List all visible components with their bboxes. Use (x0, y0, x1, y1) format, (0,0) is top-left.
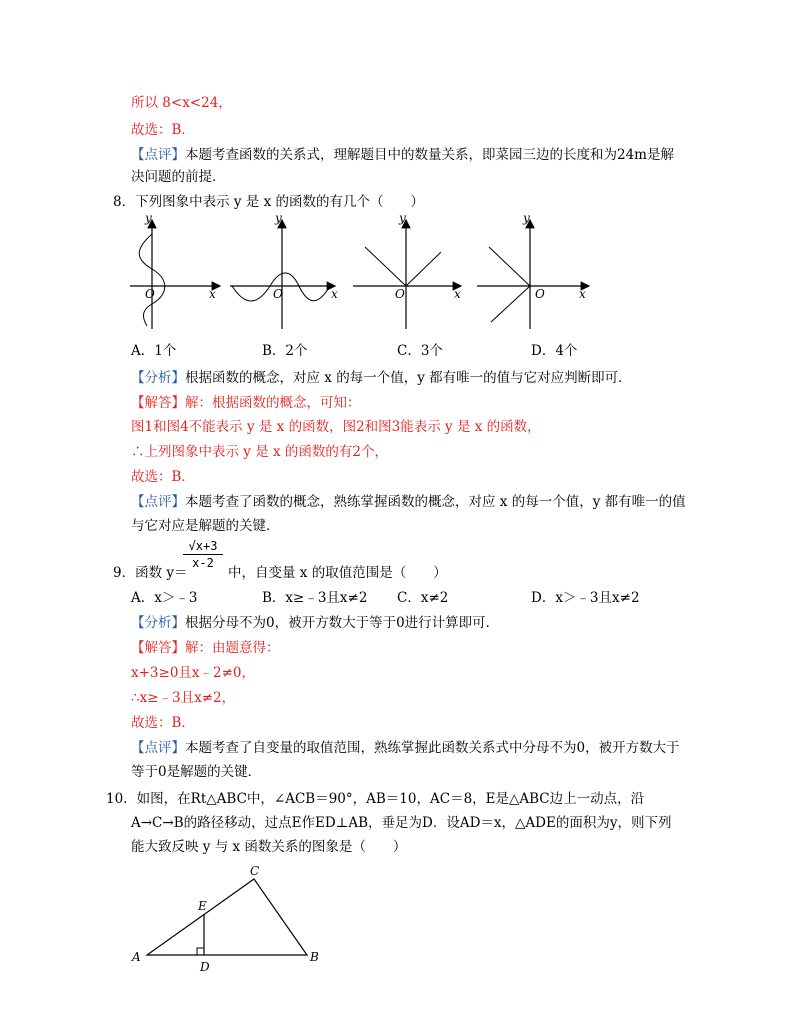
solution-tag: 【解答】 (131, 395, 185, 411)
solution-tag: 【解答】 (131, 640, 185, 656)
q9-answer-choice: 故选：B． (131, 715, 195, 731)
q8-option-c: C．3个 (397, 343, 443, 359)
triangle-abc (147, 879, 307, 955)
solution-text: 解：根据函数的概念，可知： (185, 395, 361, 411)
graph-1-o-label: O (145, 287, 155, 301)
q9-comment (131, 739, 680, 757)
comment-line-cont: 决问题的前提． (131, 169, 226, 185)
graph-3-y-label: y (399, 214, 406, 225)
fraction-denominator: x-2 (192, 556, 214, 570)
q9-fraction (183, 538, 223, 571)
solution-text: 解：由题意得： (185, 640, 280, 656)
graph-3-o-label: O (395, 287, 405, 301)
q8-analysis (131, 369, 632, 387)
q8-option-b: B．2个 (262, 343, 308, 359)
graph-4-o-label: O (535, 287, 545, 301)
q10-stem-line2: A→C→B的路径移动，过点E作ED⊥AB，垂足为D．设AD＝x，△ADE的面积为y，则下列 (131, 815, 672, 831)
q9-solution-line2: x+3≥0且x﹣2≠0， (131, 665, 256, 681)
vertex-a-label: A (132, 950, 141, 964)
q8-option-a: A．1个 (131, 343, 177, 359)
point-d-label: D (200, 960, 210, 974)
graph-3-x-label: x (454, 287, 461, 301)
graph-1-x-label: x (209, 287, 216, 301)
q10-stem-line3: 能大致反映 y 与 x 函数关系的图象是（ ） (131, 839, 407, 855)
graph-2 (230, 214, 338, 329)
q10-stem-line1: 10．如图，在Rt△ABC中，∠ACB＝90°，AB＝10，AC＝8，E是△ABC边上一动点，沿 (106, 791, 645, 807)
q8-graphs (125, 214, 605, 334)
vertex-b-label: B (310, 950, 319, 964)
right-angle-mark (197, 948, 204, 955)
q9-option-a: A．x＞﹣3 (131, 590, 198, 606)
q8-solution-line2: 图1和图4不能表示 y 是 x 的函数，图2和图3能表示 y 是 x 的函数， (131, 419, 541, 435)
analysis-text: 根据函数的概念，对应 x 的每一个值，y 都有唯一的值与它对应判断即可． (185, 370, 632, 386)
comment-line (131, 146, 674, 164)
q9-stem-start: 9．函数 y＝ (113, 565, 188, 581)
q9-solution-line3: ∴x≥﹣3且x≠2， (131, 690, 236, 706)
q9-solution (131, 639, 280, 657)
point-e-label: E (198, 899, 207, 913)
q8-comment (131, 493, 686, 511)
comment-text: 本题考查了自变量的取值范围，熟练掌握此函数关系式中分母不为0，被开方数大于 (185, 740, 680, 756)
graph-4-y-label: y (523, 214, 530, 225)
graph-4-x-label: x (579, 287, 586, 301)
q8-solution (131, 394, 361, 412)
q9-option-c: C．x≠2 (397, 590, 449, 606)
fraction-numerator: √x+3 (183, 538, 223, 555)
graph-2-o-label: O (273, 287, 283, 301)
q9-option-b: B．x≥﹣3且x≠2 (262, 590, 368, 606)
q9-option-d: D．x＞﹣3且x≠2 (531, 590, 640, 606)
q10-triangle-figure (128, 862, 338, 982)
comment-text: 本题考查函数的关系式，理解题目中的数量关系，即菜园三边的长度和为24m是解 (185, 147, 674, 163)
answer-line: 所以 8<x<24， (131, 95, 232, 111)
graph-3 (353, 214, 461, 329)
q9-stem-rest: 中，自变量 x 的取值范围是（ ） (228, 565, 447, 581)
analysis-text: 根据分母不为0，被开方数大于等于0进行计算即可． (185, 615, 500, 631)
analysis-tag: 【分析】 (131, 615, 185, 631)
comment-tag: 【点评】 (131, 740, 185, 756)
q8-comment-cont: 与它对应是解题的关键． (131, 518, 280, 534)
analysis-tag: 【分析】 (131, 370, 185, 386)
graph-2-x-label: x (331, 287, 338, 301)
q8-answer-choice: 故选：B． (131, 469, 195, 485)
graph-1-y-label: y (145, 214, 152, 225)
q8-option-d: D．4个 (531, 343, 578, 359)
answer-choice: 故选：B． (131, 122, 195, 138)
comment-tag: 【点评】 (131, 494, 185, 510)
vertex-c-label: C (250, 864, 260, 878)
graph-2-y-label: y (275, 214, 282, 225)
q9-analysis (131, 614, 499, 632)
q9-comment-cont: 等于0是解题的关键． (131, 764, 262, 780)
graph-1 (130, 214, 220, 329)
comment-tag: 【点评】 (131, 147, 185, 163)
q8-solution-line3: ∴上列图象中表示 y 是 x 的函数的有2个， (131, 444, 388, 460)
comment-text: 本题考查了函数的概念，熟练掌握函数的概念，对应 x 的每一个值，y 都有唯一的值 (185, 494, 686, 510)
question-8-stem: 8．下列图象中表示 y 是 x 的函数的有几个（ ） (113, 194, 424, 210)
graph-4 (477, 214, 589, 329)
